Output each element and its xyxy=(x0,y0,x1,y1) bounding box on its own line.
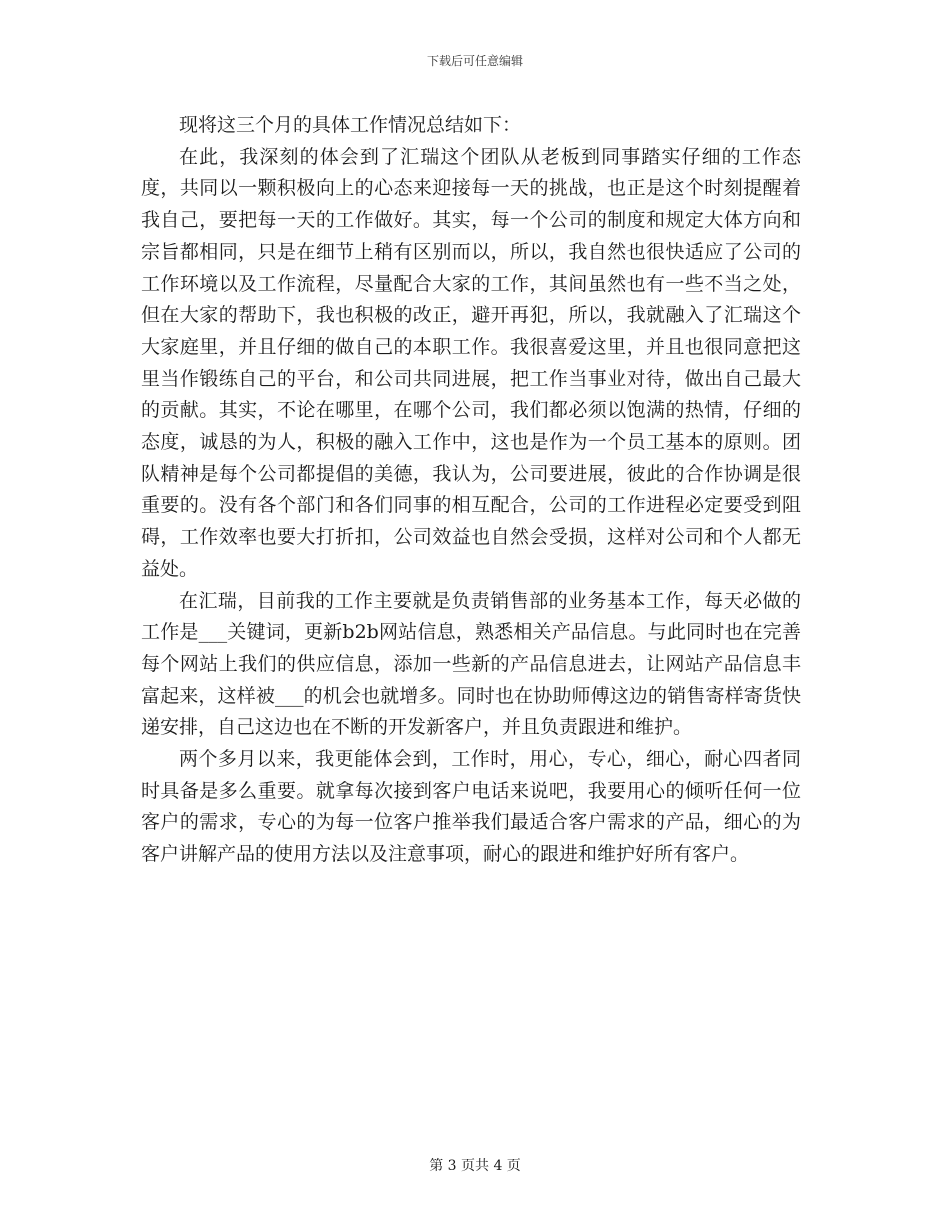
paragraph-work-attitude: 两个多月以来，我更能体会到，工作时，用心，专心，细心，耐心四者同时具备是多么重要。就拿每次接到客户电话来说吧，我要用心的倾听任何一位客户的需求，专心的为每一位客户推举我们最适合客户需求的产品，细心的为客户讲解产品的使用方法以及注意事项，耐心的跟进和维护好所有客户。 xyxy=(141,748,801,866)
paragraph-intro: 现将这三个月的具体工作情况总结如下： xyxy=(179,114,522,136)
page-number-footer: 第 3 页共 4 页 xyxy=(429,1158,521,1174)
document-body xyxy=(141,110,801,871)
paragraph-team-experience: 在此，我深刻的体会到了汇瑞这个团队从老板到同事踏实仔细的工作态度，共同以一颗积极向上的心态来迎接每一天的挑战，也正是这个时刻提醒着我自己，要把每一天的工作做好。其实，每一个公司的制度和规定大体方向和宗旨都相同，只是在细节上稍有区别而以，所以，我自然也很快适应了公司的工作环境以及工作流程，尽量配合大家的工作，其间虽然也有一些不当之处，但在大家的帮助下，我也积极的改正，避开再犯，所以，我就融入了汇瑞这个大家庭里，并且仔细的做自己的本职工作。我很喜爱这里，并且也很同意把这里当作锻练自己的平台，和公司共同进展，把工作当事业对待，做出自己最大的贡献。其实，不论在哪里，在哪个公司，我们都必须以饱满的热情，仔细的态度，诚恳的为人，积极的融入工作中，这也是作为一个员工基本的原则。团队精神是每个公司都提倡的美德，我认为，公司要进展，彼此的合作协调是很重要的。没有各个部门和各们同事的相互配合，公司的工作进程必定要受到阻碍，工作效率也要大打折扣，公司效益也自然会受损，这样对公司和个人都无益处。 xyxy=(141,145,801,580)
paragraph-job-duties: 在汇瑞，目前我的工作主要就是负责销售部的业务基本工作，每天必做的工作是___关键词，更新b2b网站信息，熟悉相关产品信息。与此同时也在完善每个网站上我们的供应信息，添加一些新的产品信息进去，让网站产品信息丰富起来，这样被___的机会也就增多。同时也在协助师傅这边的销售寄样寄货快递安排，自己这边也在不断的开发新客户，并且负责跟进和维护。 xyxy=(141,589,801,739)
download-edit-note: 下载后可任意编辑 xyxy=(426,54,523,68)
